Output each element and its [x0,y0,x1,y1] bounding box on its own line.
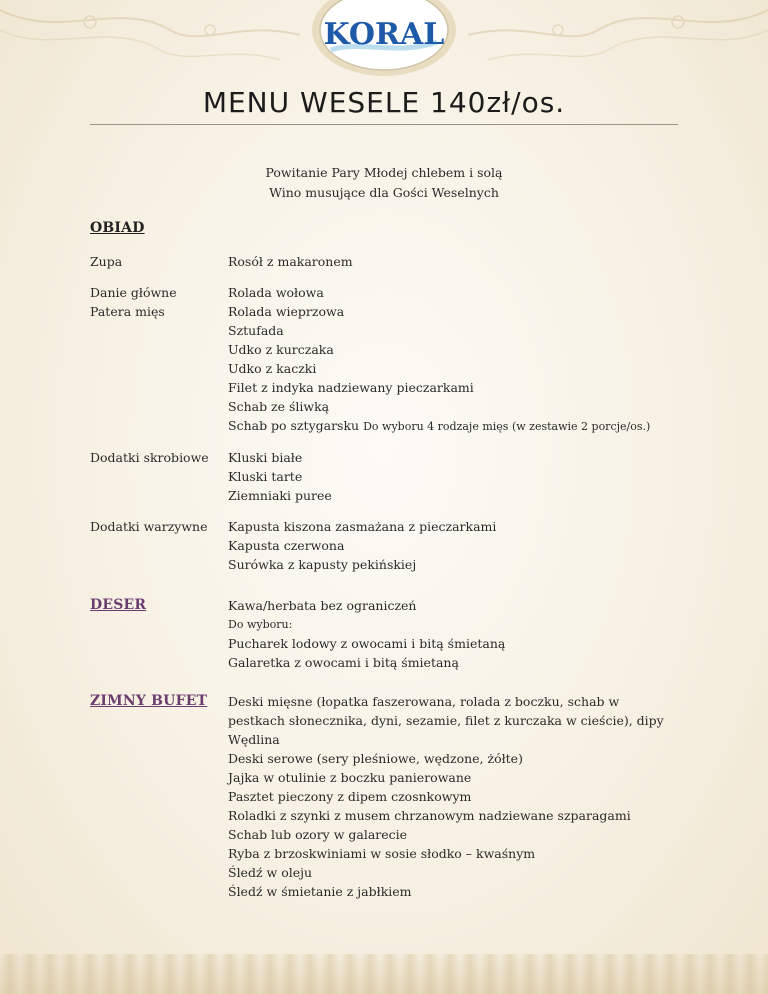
row-label [90,283,220,321]
section-heading-obiad: OBIAD [90,220,145,236]
menu-item [228,416,688,436]
row-items [228,448,688,505]
menu-note: Do wyboru: [228,618,293,631]
menu-item: Rosół z makaronem [228,254,353,269]
menu-item: Kluski tarte [228,469,303,484]
menu-item: Sztufada [228,323,284,338]
menu-item: Galaretka z owocami i bitą śmietaną [228,655,459,670]
menu-item: Kapusta kiszona zasmażana z pieczarkami [228,519,497,534]
menu-item: Deski mięsne (łopatka faszerowana, rolada z boczku, schab w pestkach słonecznika, dyni, sezamie, filet z kurczaka w cieście), dipy [228,694,664,728]
welcome-block [0,163,768,203]
row-label-line: Patera mięs [90,304,165,319]
menu-note: Do wyboru 4 rodzaje mięs (w zestawie 2 porcje/os.) [363,420,651,433]
menu-item: Kluski białe [228,450,303,465]
ornament-bottom-border [0,954,768,994]
menu-item: Pasztet pieczony z dipem czosnkowym [228,789,472,804]
menu-item: Schab ze śliwką [228,399,330,414]
menu-item: Śledź w śmietanie z jabłkiem [228,884,412,899]
row-items [228,252,688,271]
welcome-line: Wino musujące dla Gości Weselnych [269,185,499,200]
menu-item: Udko z kurczaka [228,342,334,357]
row-items [228,596,688,672]
title-divider [90,124,678,125]
row-label: Dodatki skrobiowe [90,450,209,465]
menu-item: Filet z indyka nadziewany pieczarkami [228,380,474,395]
menu-item: Jajka w otulinie z boczku panierowane [228,770,472,785]
menu-item: Pucharek lodowy z owocami i bitą śmietaną [228,636,506,651]
logo-text: KORAL [323,17,445,52]
section-heading-zimny-bufet: ZIMNY BUFET [90,693,208,709]
row-label: Zupa [90,254,123,269]
row-label-line: Danie główne [90,285,177,300]
menu-item: Rolada wieprzowa [228,304,345,319]
koral-logo [309,0,459,78]
welcome-line: Powitanie Pary Młodej chlebem i solą [265,165,503,180]
menu-item: Ziemniaki puree [228,488,332,503]
row-label: Dodatki warzywne [90,519,208,534]
menu-item: Udko z kaczki [228,361,317,376]
section-heading-deser: DESER [90,597,147,613]
menu-item: Wędlina [228,732,280,747]
page-title: MENU WESELE 140zł/os. [202,86,566,119]
row-items [228,517,688,574]
menu-item: Deski serowe (sery pleśniowe, wędzone, żółte) [228,751,523,766]
menu-item: Surówka z kapusty pekińskiej [228,557,417,572]
ornament-top-left [0,0,300,70]
menu-item: Schab lub ozory w galarecie [228,827,408,842]
ornament-top-right [468,0,768,70]
menu-item-text: Schab po sztygarsku [228,418,360,433]
menu-item: Kapusta czerwona [228,538,345,553]
row-items [228,283,688,436]
row-items [228,692,678,901]
menu-item: Roladki z szynki z musem chrzanowym nadziewane szparagami [228,808,631,823]
menu-item: Rolada wołowa [228,285,324,300]
menu-item: Śledź w oleju [228,865,313,880]
menu-item: Ryba z brzoskwiniami w sosie słodko – kwaśnym [228,846,536,861]
menu-item: Kawa/herbata bez ograniczeń [228,598,417,613]
